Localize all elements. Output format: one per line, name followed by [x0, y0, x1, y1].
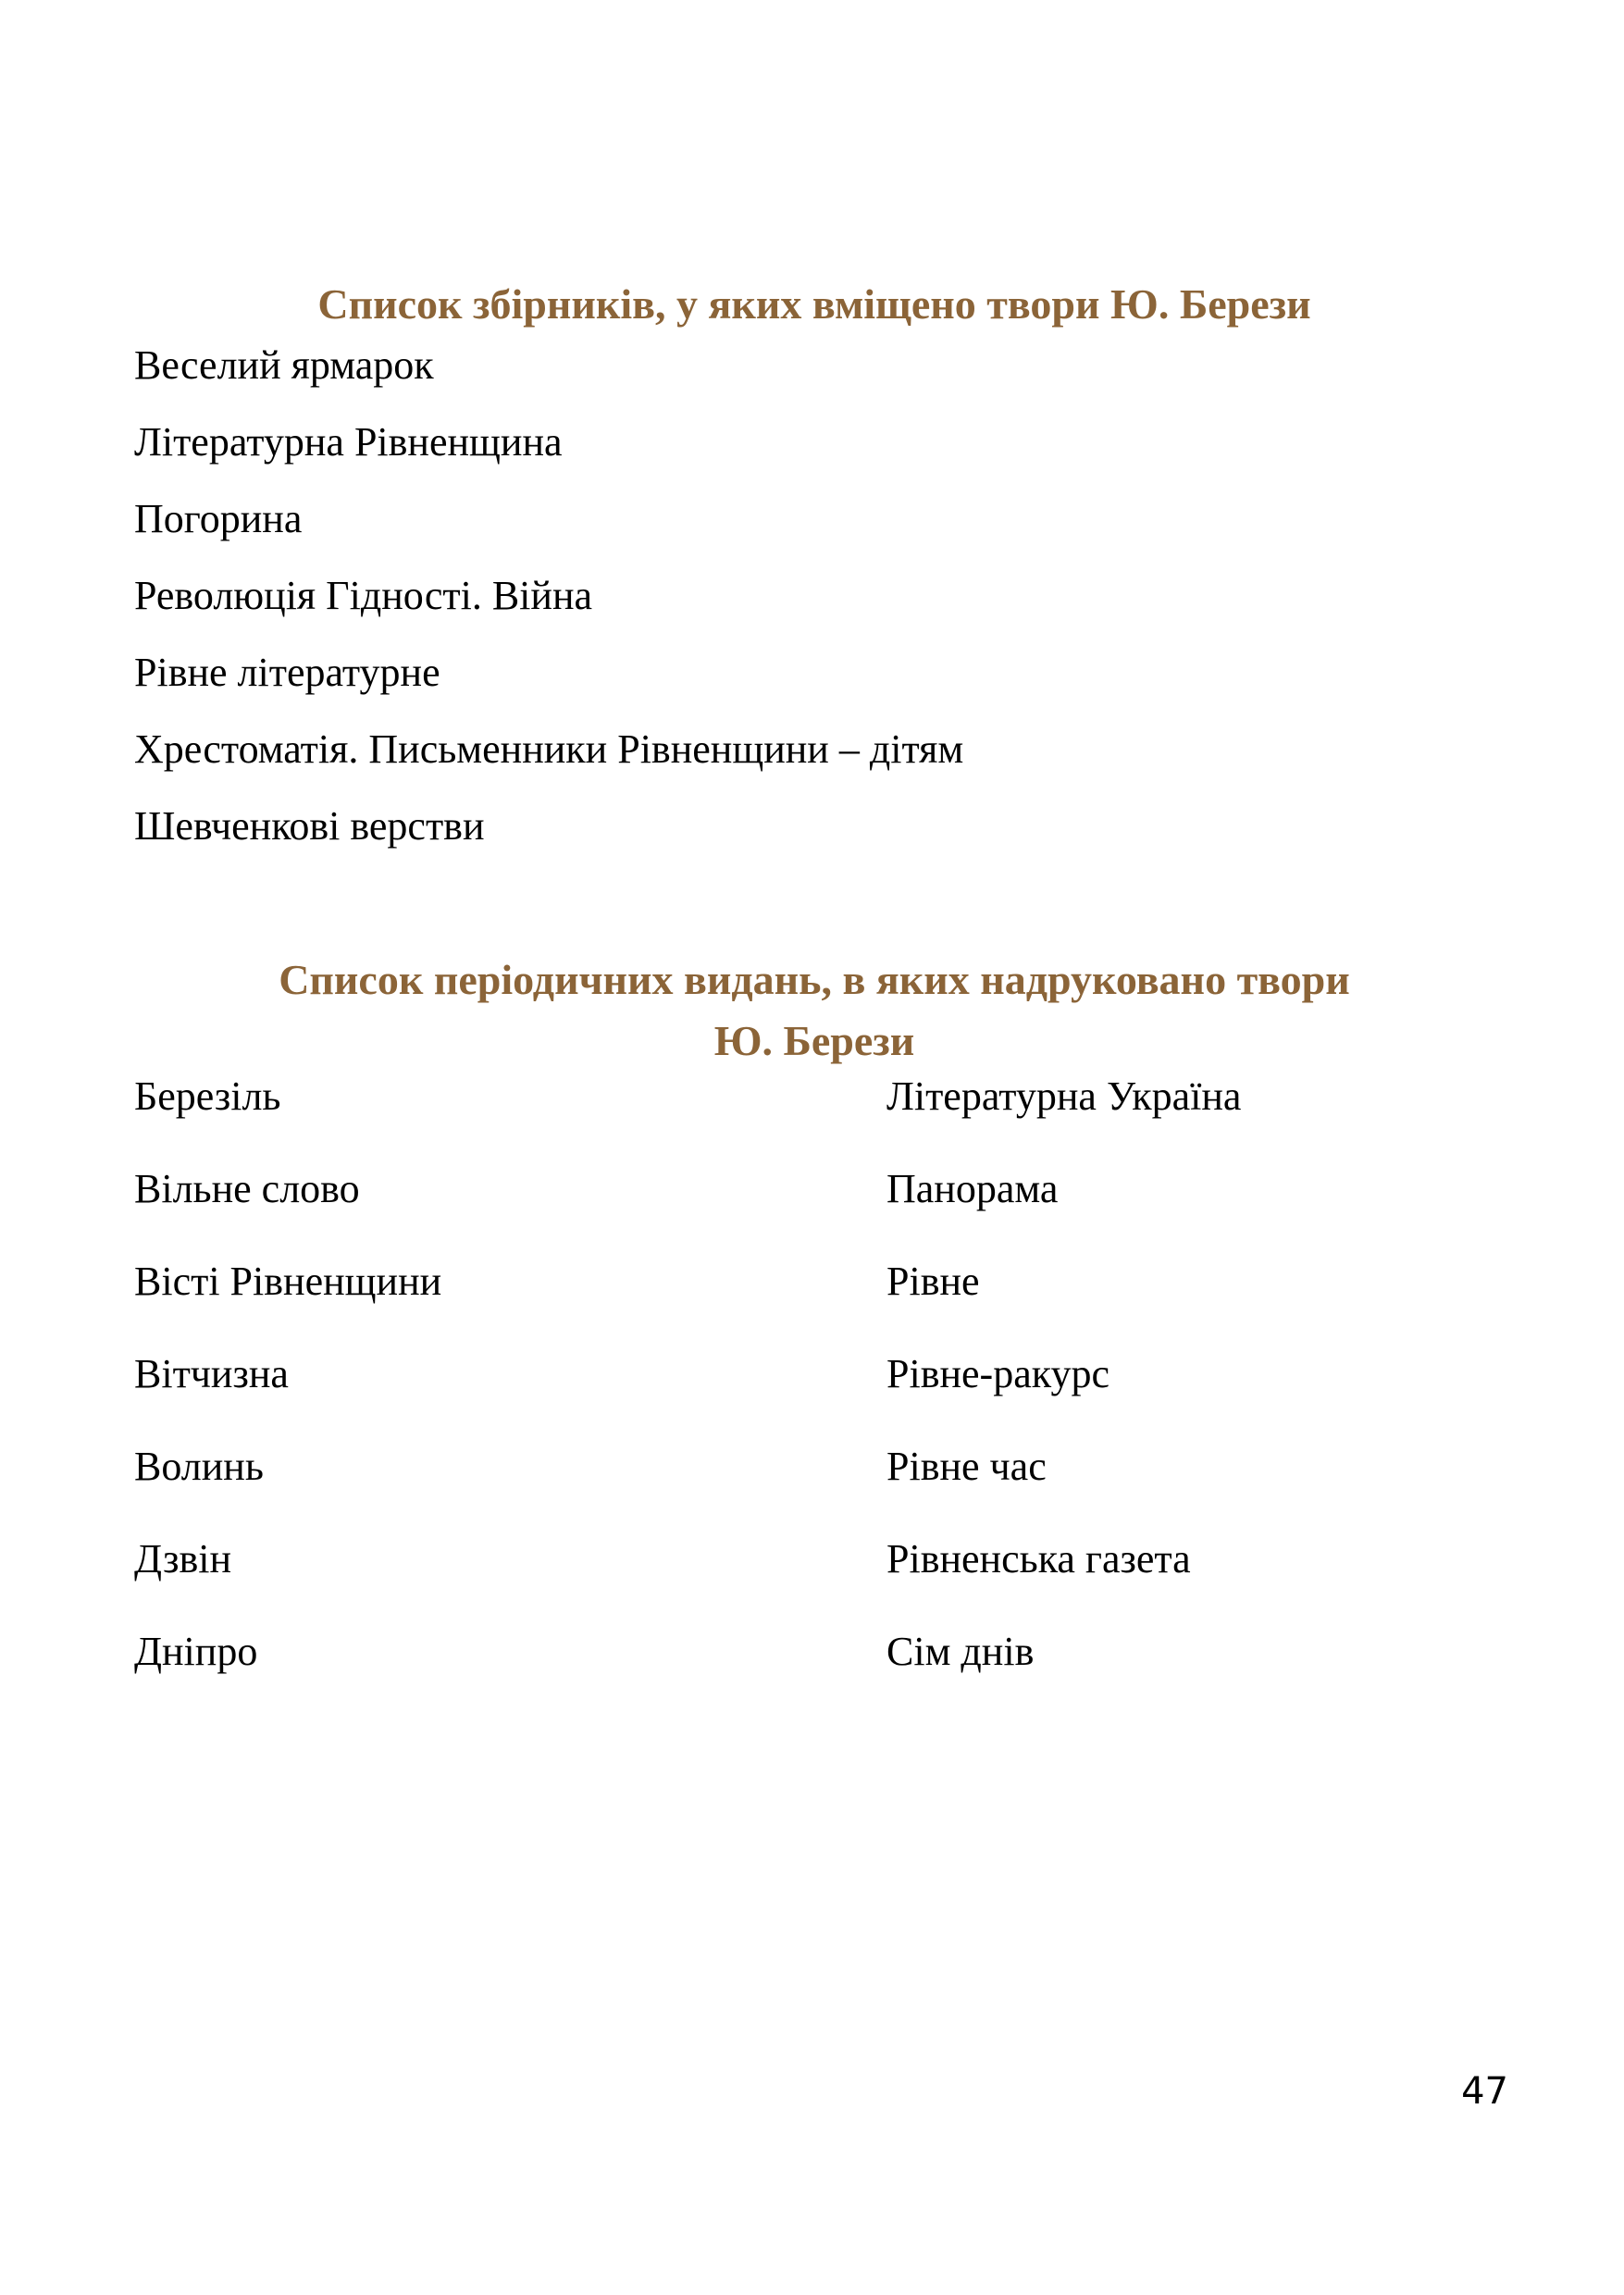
list-item: Погорина	[134, 496, 303, 541]
list-item: Дніпро	[134, 1629, 258, 1674]
periodicals-heading	[130, 949, 1499, 1072]
collections-heading: Список збірників, у яких вміщено твори Ю. Берези	[317, 280, 1311, 328]
list-item: Літературна Рівненщина	[134, 419, 563, 465]
list-item: Веселий ярмарок	[134, 342, 434, 388]
list-item: Рівне	[886, 1259, 980, 1304]
list-item: Рівненська газета	[886, 1536, 1191, 1582]
list-item: Літературна Україна	[886, 1073, 1242, 1119]
list-item: Вісті Рівненщини	[134, 1259, 442, 1304]
periodicals-left-column	[134, 1066, 441, 1714]
list-item: Рівне-ракурс	[886, 1351, 1110, 1396]
list-item: Волинь	[134, 1444, 264, 1489]
collections-list	[134, 335, 963, 873]
list-item: Дзвін	[134, 1536, 232, 1582]
list-item: Вітчизна	[134, 1351, 289, 1396]
periodicals-heading-line1: Список періодичних видань, в яких надруковано твори	[279, 956, 1350, 1003]
list-item: Панорама	[886, 1166, 1059, 1211]
list-item: Шевченкові верстви	[134, 803, 485, 849]
periodicals-right-column	[886, 1066, 1241, 1714]
list-item: Березіль	[134, 1073, 281, 1119]
list-item: Революція Гідності. Війна	[134, 573, 593, 618]
list-item: Сім днів	[886, 1629, 1035, 1674]
list-item: Рівне літературне	[134, 650, 440, 695]
list-item: Рівне час	[886, 1444, 1047, 1489]
list-item: Вільне слово	[134, 1166, 360, 1211]
list-item: Хрестоматія. Письменники Рівненщини – дітям	[134, 726, 964, 772]
periodicals-heading-line2: Ю. Берези	[713, 1017, 915, 1064]
page-number: 47	[1461, 2070, 1508, 2113]
